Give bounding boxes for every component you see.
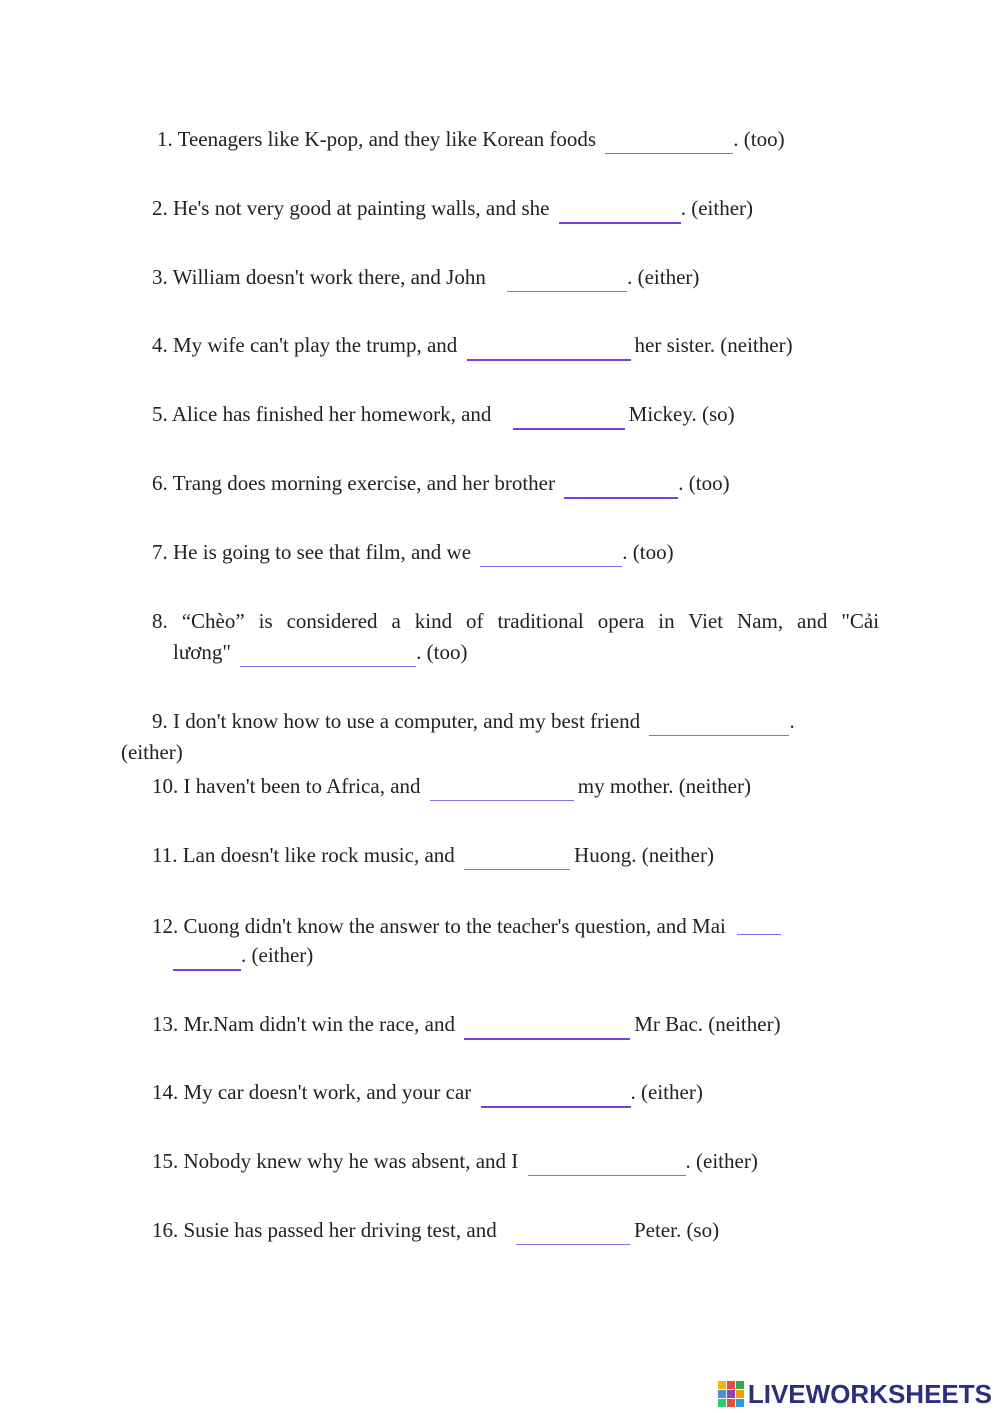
- item-number: 9.: [152, 709, 168, 733]
- exercise-item-6: [152, 471, 730, 497]
- item-word: and: [797, 609, 828, 633]
- item-text: Alice has finished her homework, and: [171, 402, 492, 426]
- exercise-item-16: [152, 1218, 719, 1243]
- item-word: traditional: [497, 609, 584, 633]
- logo-cell: [727, 1381, 735, 1389]
- item-number: 14.: [152, 1080, 179, 1104]
- answer-input-5[interactable]: [513, 408, 625, 430]
- item-text: Lan doesn't like rock music, and: [182, 843, 455, 867]
- item-number: 10.: [152, 774, 179, 798]
- item-number: 12.: [152, 914, 179, 938]
- item-hint: . (either): [241, 943, 314, 967]
- exercise-item-14: [152, 1080, 703, 1106]
- answer-input-4[interactable]: [467, 339, 631, 361]
- liveworksheets-logo[interactable]: [718, 1379, 992, 1409]
- item-number: 5.: [152, 402, 168, 426]
- item-word: a: [391, 609, 401, 633]
- item-text: My wife can't play the trump, and: [173, 333, 458, 357]
- item-hint: (either): [121, 740, 183, 764]
- exercise-item-9: [152, 709, 795, 734]
- item-text: Nobody knew why he was absent, and I: [183, 1149, 519, 1173]
- item-word: in: [658, 609, 675, 633]
- item-hint: . (too): [416, 640, 468, 664]
- exercise-item-15: [152, 1149, 758, 1174]
- exercise-item-9-line-2: [121, 740, 183, 764]
- item-hint: Mickey. (so): [628, 402, 735, 426]
- exercise-item-2: [152, 196, 753, 222]
- item-text: I haven't been to Africa, and: [183, 774, 421, 798]
- item-word: "Cải: [841, 609, 880, 633]
- item-number: 1.: [157, 127, 173, 151]
- answer-input-11[interactable]: [464, 849, 570, 870]
- item-hint: . (too): [678, 471, 730, 495]
- item-hint: . (too): [733, 127, 785, 151]
- item-hint: my mother. (neither): [577, 774, 751, 798]
- item-number: 11.: [152, 843, 178, 867]
- item-hint: her sister. (neither): [634, 333, 793, 357]
- answer-input-15[interactable]: [528, 1155, 686, 1176]
- answer-input-14[interactable]: [481, 1086, 631, 1108]
- answer-input-6[interactable]: [564, 477, 678, 499]
- logo-cell: [736, 1381, 744, 1389]
- item-hint: Mr Bac. (neither): [634, 1012, 781, 1036]
- item-hint: Peter. (so): [633, 1218, 720, 1242]
- answer-input-3[interactable]: [507, 271, 627, 292]
- answer-input-7[interactable]: [480, 546, 622, 567]
- item-text: Susie has passed her driving test, and: [183, 1218, 497, 1242]
- logo-cell: [736, 1399, 744, 1407]
- exercise-item-13: [152, 1012, 781, 1038]
- item-number: 13.: [152, 1012, 179, 1036]
- item-text: My car doesn't work, and your car: [183, 1080, 472, 1104]
- item-text: Trang does morning exercise, and her brother: [172, 471, 555, 495]
- item-word: considered: [286, 609, 378, 633]
- logo-cell: [736, 1390, 744, 1398]
- item-text: He is going to see that film, and we: [173, 540, 472, 564]
- item-hint: . (too): [622, 540, 674, 564]
- item-hint: . (either): [680, 196, 754, 220]
- item-hint: . (either): [627, 265, 700, 289]
- exercise-item-1: [157, 127, 785, 152]
- item-number: 2.: [152, 196, 168, 220]
- logo-mark-icon: [718, 1381, 744, 1407]
- item-text: William doesn't work there, and John: [172, 265, 486, 289]
- item-text: I don't know how to use a computer, and my best friend: [173, 709, 641, 733]
- exercise-item-10: [152, 774, 751, 799]
- item-hint: .: [789, 709, 795, 733]
- answer-input-2[interactable]: [559, 202, 681, 224]
- logo-cell: [718, 1381, 726, 1389]
- logo-cell: [727, 1390, 735, 1398]
- logo-cell: [718, 1390, 726, 1398]
- item-text: He's not very good at painting walls, and she: [173, 196, 550, 220]
- item-hint: . (either): [630, 1080, 703, 1104]
- exercise-item-5: [152, 402, 735, 428]
- item-number: 6.: [152, 471, 168, 495]
- item-text: lương": [173, 640, 231, 664]
- answer-input-10[interactable]: [430, 780, 574, 801]
- exercise-item-12: [152, 912, 781, 938]
- item-number: 16.: [152, 1218, 179, 1242]
- item-text: Mr.Nam didn't win the race, and: [183, 1012, 455, 1036]
- item-word: is: [258, 609, 273, 633]
- item-number: 4.: [152, 333, 168, 357]
- item-number: 7.: [152, 540, 168, 564]
- logo-cell: [718, 1399, 726, 1407]
- item-word: kind: [414, 609, 453, 633]
- answer-blank-12-part-1[interactable]: [737, 914, 781, 935]
- exercise-item-12-line-2: [173, 943, 313, 969]
- answer-input-9[interactable]: [649, 715, 789, 736]
- answer-input-16[interactable]: [516, 1224, 630, 1245]
- item-word: Viet: [688, 609, 724, 633]
- exercise-item-8-line-2: [173, 640, 467, 665]
- item-text: Teenagers like K-pop, and they like Korean foods: [177, 127, 597, 151]
- answer-input-12[interactable]: [173, 949, 241, 971]
- exercise-item-3: [152, 265, 699, 290]
- logo-text: LIVEWORKSHEETS: [747, 1379, 992, 1409]
- exercise-item-4: [152, 333, 793, 359]
- item-number: 15.: [152, 1149, 179, 1173]
- item-word: “Chèo”: [181, 609, 245, 633]
- exercise-item-7: [152, 540, 674, 565]
- exercise-item-8-line-1: [152, 609, 879, 633]
- item-word: Nam,: [737, 609, 784, 633]
- answer-input-1[interactable]: [605, 133, 733, 154]
- item-hint: . (either): [685, 1149, 758, 1173]
- exercise-item-11: [152, 843, 714, 868]
- answer-input-13[interactable]: [464, 1018, 630, 1040]
- logo-cell: [727, 1399, 735, 1407]
- answer-input-8[interactable]: [240, 646, 416, 667]
- item-hint: Huong. (neither): [574, 843, 714, 867]
- item-word: of: [466, 609, 484, 633]
- item-number: 3.: [152, 265, 168, 289]
- item-number: 8.: [152, 609, 168, 633]
- item-word: opera: [597, 609, 645, 633]
- item-text: Cuong didn't know the answer to the teacher's question, and Mai: [183, 914, 726, 938]
